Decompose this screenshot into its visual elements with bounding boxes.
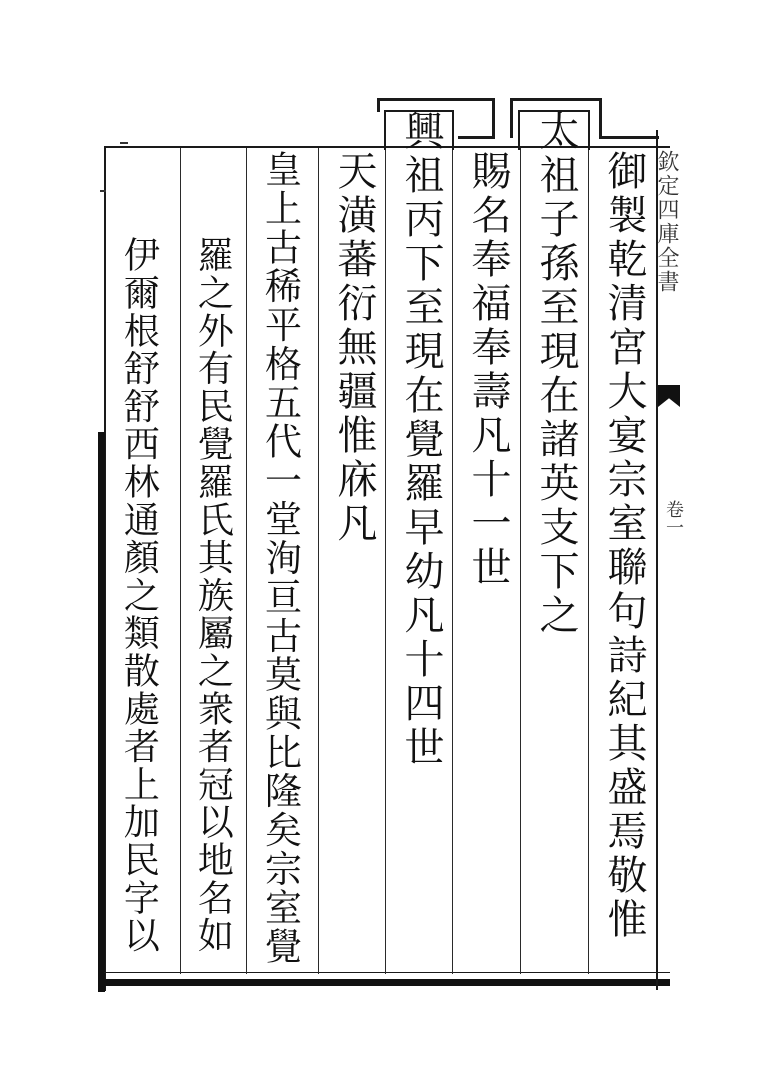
step-outline <box>599 98 602 138</box>
column-rule <box>385 148 386 974</box>
text-column-3: 賜名奉福奉壽凡十一世 <box>465 150 511 590</box>
text-column-4: 興祖丙下至現在覺羅早幼凡十四世 <box>398 110 444 770</box>
text-column-7: 羅之外有民覺羅氏其族屬之衆者冠以地名如 <box>192 236 234 955</box>
column-rule <box>318 148 319 974</box>
step-outline <box>599 136 659 139</box>
column-rule <box>588 148 589 974</box>
frame-bottom-thin-rule <box>104 972 670 973</box>
step-outline <box>510 98 513 138</box>
book-title-margin: 欽定四庫全書 <box>654 150 679 294</box>
frame-left-thick-rule <box>98 432 105 992</box>
step-outline <box>377 98 380 112</box>
margin-tick <box>100 190 106 192</box>
column-rule <box>246 148 247 974</box>
step-outline <box>510 98 602 101</box>
text-column-1: 御製乾清宮大宴宗室聯句詩紀其盛焉敬惟 <box>601 150 647 942</box>
text-column-6: 皇上古稀平格五代一堂洵亘古莫與比隆矣宗室覺 <box>258 150 302 966</box>
column-rule <box>520 148 521 974</box>
step-outline <box>492 98 495 138</box>
frame-bottom-rule <box>98 979 670 986</box>
text-column-2: 太祖子孫至現在諸英支下之 <box>533 110 579 638</box>
step-outline <box>377 98 495 101</box>
column-rule <box>180 148 181 974</box>
column-rule <box>452 148 453 974</box>
margin-tick <box>120 142 128 144</box>
juan-mark: 卷一 <box>663 500 684 536</box>
text-column-5: 天潢蕃衍無疆惟庥凡 <box>331 150 377 546</box>
step-outline <box>458 136 495 139</box>
text-column-8: 伊爾根舒舒西林通顏之類散處者上加民字以 <box>118 236 160 955</box>
